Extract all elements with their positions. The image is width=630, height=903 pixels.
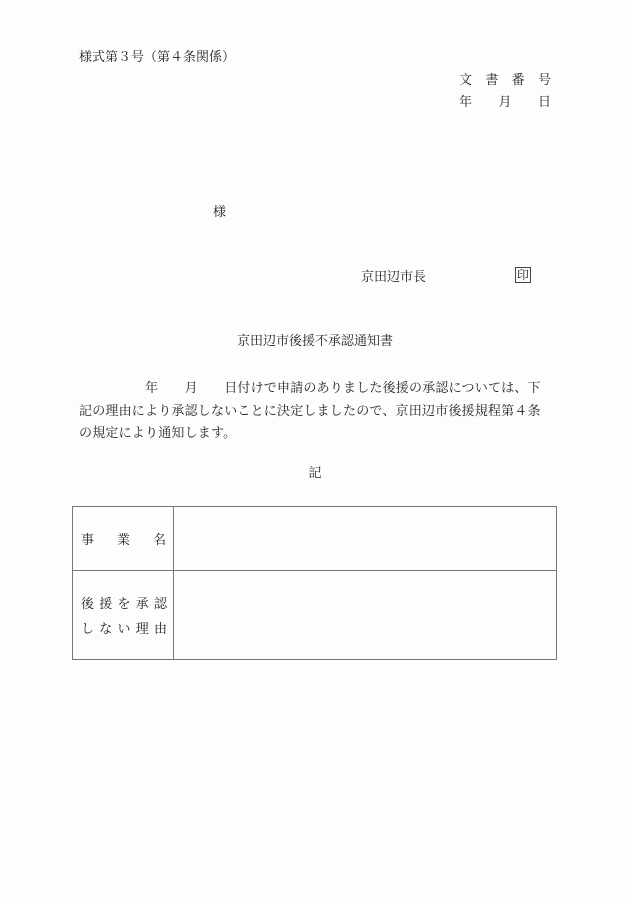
body-line: の規定により通知します。 <box>79 426 237 441</box>
body-line: 記の理由により承認しないことに決定しましたので、京田辺市後援規程第４条 <box>79 403 541 419</box>
char: 事 <box>81 533 95 548</box>
details-table <box>72 506 557 660</box>
char: 日 <box>537 95 551 110</box>
char: 書 <box>485 73 499 88</box>
char: 由 <box>153 622 167 637</box>
ki-heading: 記 <box>308 466 322 481</box>
reason-value <box>174 571 557 660</box>
char: 理 <box>135 622 149 637</box>
char: 認 <box>153 597 167 612</box>
char: し <box>81 622 95 637</box>
char: な <box>99 622 113 637</box>
char: 文 <box>459 73 473 88</box>
char: 後 <box>81 597 95 612</box>
seal-mark: 印 <box>517 268 530 282</box>
table-row <box>73 571 557 660</box>
reason-label <box>73 571 174 660</box>
char: 番 <box>511 73 525 88</box>
char: を <box>117 597 131 612</box>
char: 名 <box>152 533 166 548</box>
project-name-value <box>174 507 557 571</box>
char: い <box>117 622 131 637</box>
document-title: 京田辺市後援不承認通知書 <box>236 334 393 349</box>
document-date-label <box>459 96 551 109</box>
form-number: 様式第３号（第４条関係） <box>79 50 236 65</box>
sender-name: 京田辺市長 <box>361 270 427 285</box>
char: 承 <box>135 597 149 612</box>
body-line: 年 月 日付けで申請のありました後援の承認については、下 <box>79 381 541 396</box>
char: 月 <box>498 95 512 110</box>
char: 号 <box>537 73 551 88</box>
project-name-label <box>73 507 174 571</box>
addressee-honorific: 様 <box>213 205 227 220</box>
char: 業 <box>116 533 130 548</box>
body-text <box>79 378 552 446</box>
char: 援 <box>99 597 113 612</box>
table-row <box>73 507 557 571</box>
char: 年 <box>459 95 473 110</box>
document-number-label <box>459 74 551 87</box>
